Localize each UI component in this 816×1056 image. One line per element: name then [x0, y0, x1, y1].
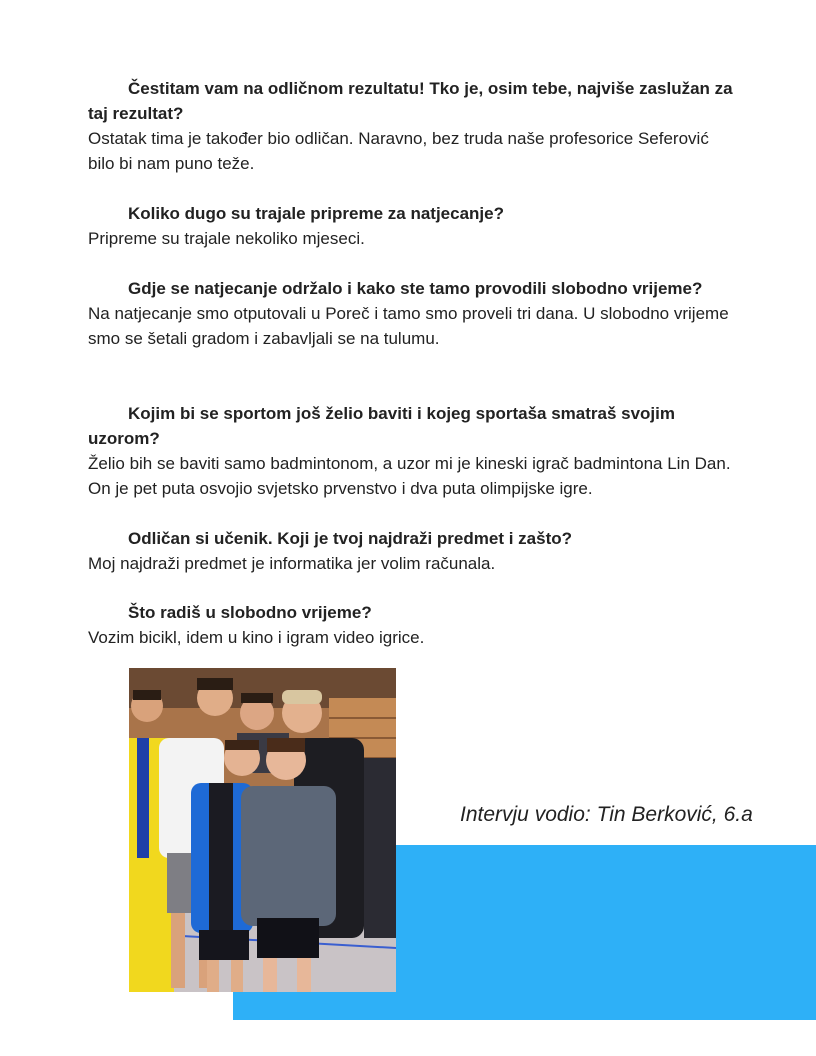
question-1: Čestitam vam na odličnom rezultatu! Tko je, osim tebe, najviše zaslužan za taj rezultat?	[88, 79, 733, 123]
answer-6: Vozim bicikl, idem u kino i igram video igrice.	[88, 628, 425, 647]
question-4: Kojim bi se sportom još želio baviti i kojeg sportaša smatraš svojim uzorom?	[88, 404, 675, 448]
answer-3: Na natjecanje smo otputovali u Poreč i tamo smo proveli tri dana. U slobodno vrijeme smo se šetali gradom i zabavljali se na tulumu.	[88, 304, 729, 348]
qa-item-4	[88, 401, 738, 501]
question-6: Što radiš u slobodno vrijeme?	[128, 603, 372, 622]
qa-item-3	[88, 276, 738, 351]
question-5: Odličan si učenik. Koji je tvoj najdraži predmet i zašto?	[128, 529, 572, 548]
qa-item-2	[88, 201, 738, 251]
answer-2: Pripreme su trajale nekoliko mjeseci.	[88, 229, 365, 248]
answer-1: Ostatak tima je također bio odličan. Naravno, bez truda naše profesorice Seferović bilo bi nam puno teže.	[88, 129, 709, 173]
question-2: Koliko dugo su trajale pripreme za natjecanje?	[128, 204, 504, 223]
interview-credit: Intervju vodio: Tin Berković, 6.a	[460, 803, 753, 826]
answer-5: Moj najdraži predmet je informatika jer volim računala.	[88, 554, 496, 573]
team-photo	[129, 668, 396, 992]
answer-4: Želio bih se baviti samo badmintonom, a uzor mi je kineski igrač badmintona Lin Dan. On je pet puta osvojio svjetsko prvenstvo i dva puta olimpijske igre.	[88, 454, 731, 498]
qa-item-5	[88, 526, 738, 576]
qa-item-1	[88, 76, 738, 176]
qa-item-6	[88, 600, 738, 650]
question-3: Gdje se natjecanje održalo i kako ste tamo provodili slobodno vrijeme?	[128, 279, 703, 298]
